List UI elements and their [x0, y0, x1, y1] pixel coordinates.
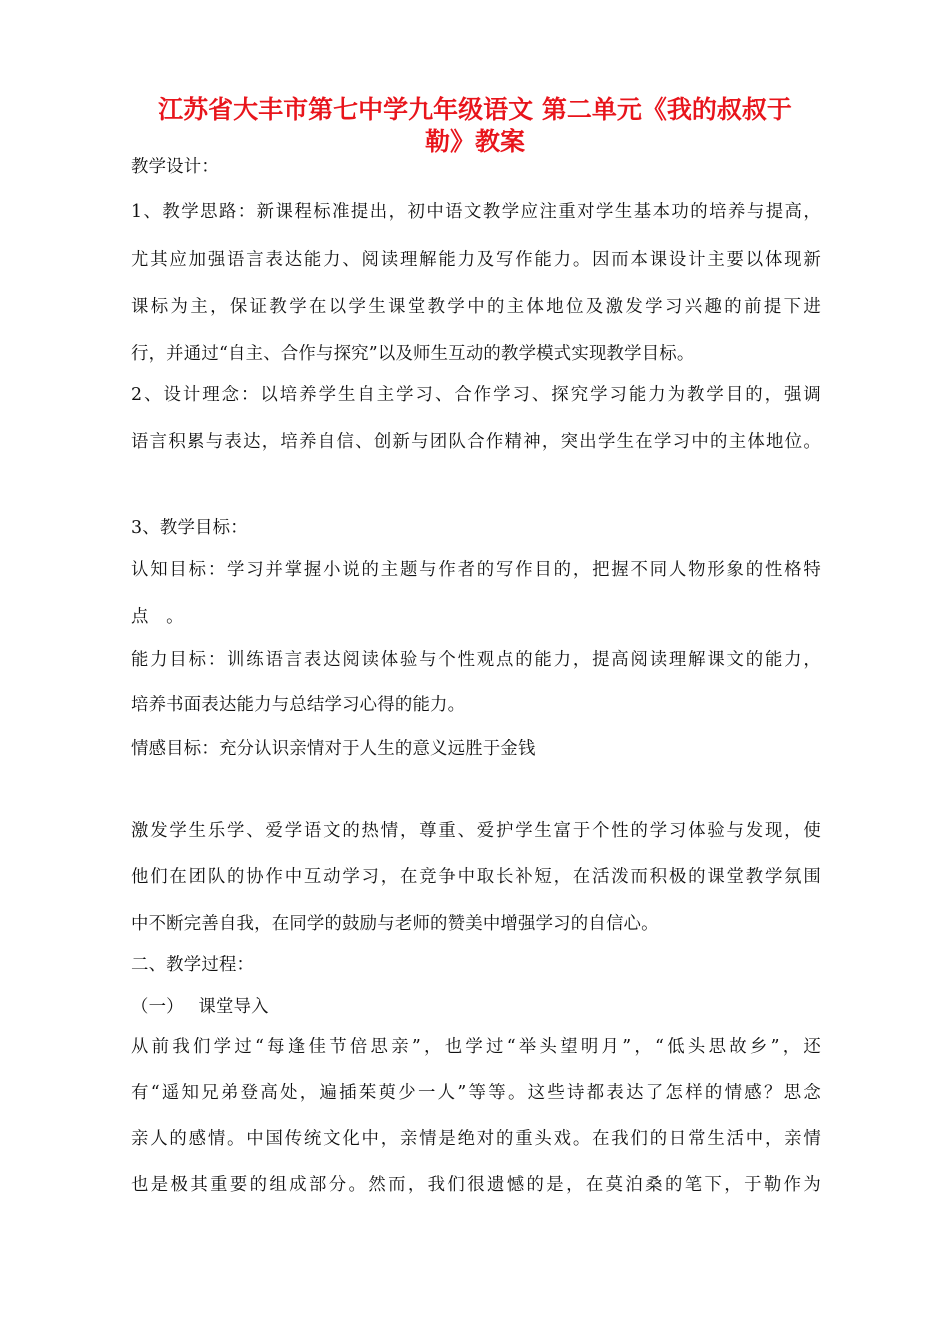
title-line-2: 勒》教案: [424, 127, 525, 156]
heading-teaching-design: 教学设计：: [131, 157, 219, 177]
paragraph-line: 也是极其重要的组成部分。然而，我们很遗憾的是，在莫泊桑的笔下，于勒作为: [131, 1175, 821, 1195]
paragraph-line: 能力目标：训练语言表达阅读体验与个性观点的能力，提高阅读理解课文的能力，: [131, 650, 821, 670]
paragraph-line: 1、教学思路：新课程标准提出，初中语文教学应注重对学生基本功的培养与提高，: [131, 202, 821, 222]
paragraph-line: 2、设计理念：以培养学生自主学习、合作学习、探究学习能力为教学目的，强调: [131, 385, 821, 405]
document-title: [120, 94, 830, 158]
paragraph-line: 课标为主，保证教学在以学生课堂教学中的主体地位及激发学习兴趣的前提下进: [131, 297, 821, 317]
paragraph-line: 他们在团队的协作中互动学习，在竞争中取长补短，在活泼而积极的课堂教学氛围: [131, 867, 821, 887]
heading-teaching-goals: 3、教学目标：: [131, 518, 248, 538]
paragraph-line: 行，并通过“自主、合作与探究”以及师生互动的教学模式实现教学目标。: [131, 344, 695, 364]
paragraph-line: 有“遥知兄弟登高处，遍插茱萸少一人”等等。这些诗都表达了怎样的情感？思念: [131, 1083, 821, 1103]
title-line-1: 江苏省大丰市第七中学九年级语文 第二单元《我的叔叔于: [158, 95, 792, 124]
paragraph-line: 中不断完善自我，在同学的鼓励与老师的赞美中增强学习的自信心。: [131, 914, 659, 934]
paragraph-line: 亲人的感情。中国传统文化中，亲情是绝对的重头戏。在我们的日常生活中，亲情: [131, 1129, 821, 1149]
paragraph-line: 培养书面表达能力与总结学习心得的能力。: [131, 695, 466, 715]
paragraph-line: 认知目标：学习并掌握小说的主题与作者的写作目的，把握不同人物形象的性格特: [131, 560, 821, 580]
paragraph-line: 从前我们学过“每逢佳节倍思亲”，也学过“举头望明月”，“低头思故乡”，还: [131, 1037, 821, 1057]
heading-class-intro: （一） 课堂导入: [131, 997, 269, 1017]
heading-teaching-process: 二、教学过程：: [131, 955, 255, 975]
paragraph-line: 点 。: [131, 607, 184, 627]
paragraph-line: 情感目标：充分认识亲情对于人生的意义远胜于金钱: [131, 739, 536, 759]
paragraph-line: 尤其应加强语言表达能力、阅读理解能力及写作能力。因而本课设计主要以体现新: [131, 250, 821, 270]
paragraph-line: 语言积累与表达，培养自信、创新与团队合作精神，突出学生在学习中的主体地位。: [131, 432, 821, 452]
paragraph-line: 激发学生乐学、爱学语文的热情，尊重、爱护学生富于个性的学习体验与发现，使: [131, 821, 821, 841]
